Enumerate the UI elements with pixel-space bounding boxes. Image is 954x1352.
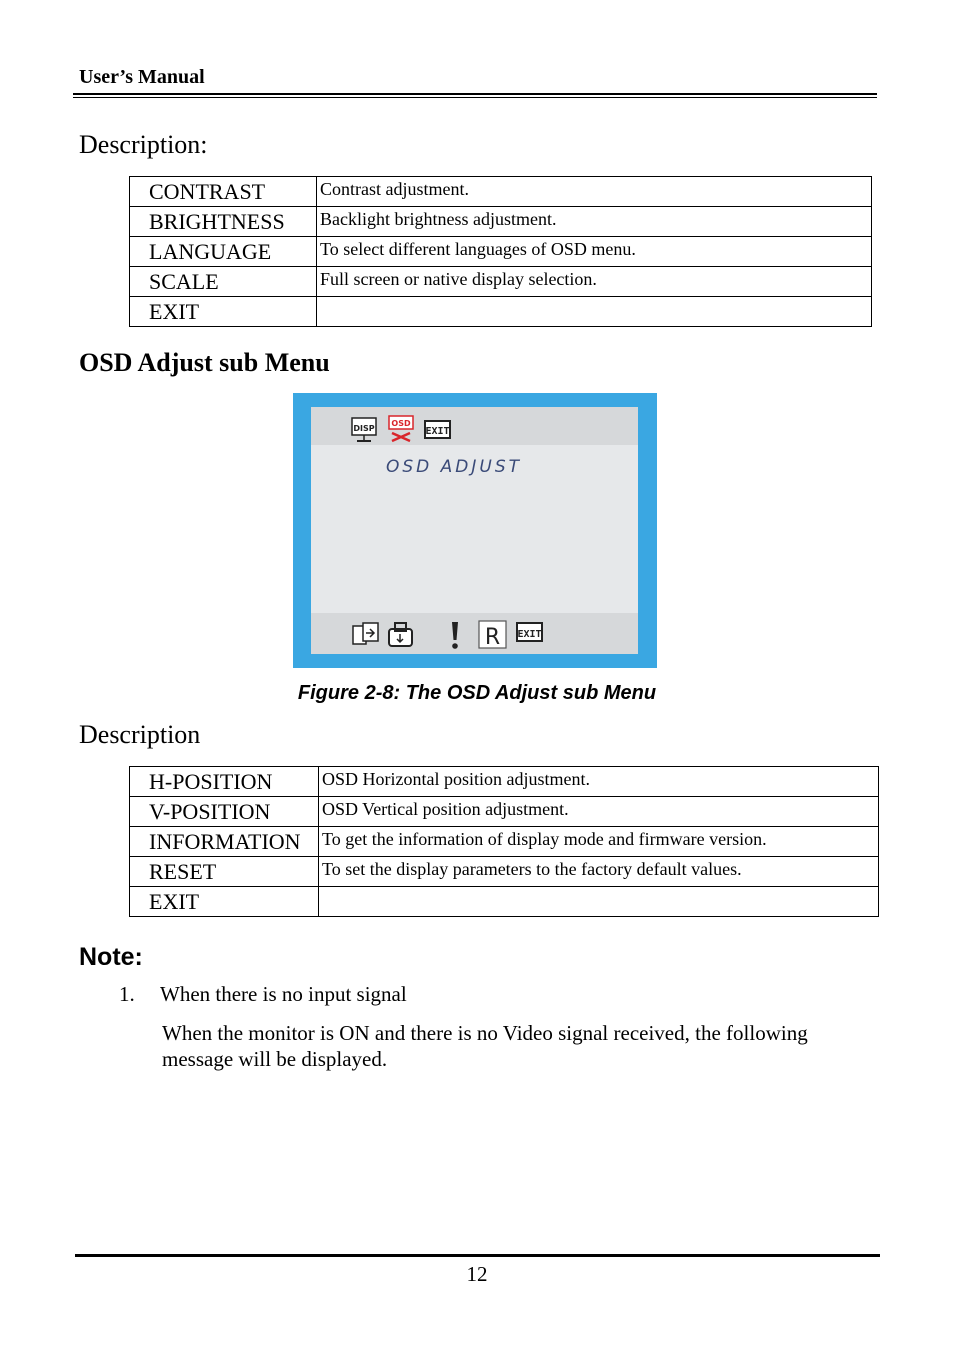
menu-item-name: LANGUAGE <box>130 237 317 267</box>
exit-icon <box>424 420 452 440</box>
menu-item-name: CONTRAST <box>130 177 317 207</box>
h-position-icon <box>352 622 380 648</box>
note-list-item <box>119 982 407 1007</box>
description-heading-2: Description <box>79 720 201 749</box>
menu-item-name: V-POSITION <box>130 797 319 827</box>
exit-icon-label: EXIT <box>517 629 542 640</box>
header-rule <box>73 93 877 95</box>
osd-adjust-screenshot <box>293 393 657 668</box>
table-row <box>130 297 872 327</box>
reset-icon-label: R <box>484 625 501 650</box>
display-icon <box>351 417 379 443</box>
menu-item-description: To set the display parameters to the factory default values. <box>319 857 879 887</box>
table-row <box>130 797 879 827</box>
menu-item-name: INFORMATION <box>130 827 319 857</box>
osd-adjust-description-table <box>129 766 879 917</box>
menu-item-description: OSD Horizontal position adjustment. <box>319 767 879 797</box>
osd-screen <box>311 407 638 654</box>
note-heading: Note: <box>79 943 143 971</box>
osd-adjust-heading: OSD Adjust sub Menu <box>79 348 330 377</box>
menu-item-description: Backlight brightness adjustment. <box>317 207 872 237</box>
table-row <box>130 237 872 267</box>
menu-item-description: Full screen or native display selection. <box>317 267 872 297</box>
table-row <box>130 887 879 917</box>
table-row <box>130 857 879 887</box>
menu-item-name: EXIT <box>130 297 317 327</box>
menu-item-name: H-POSITION <box>130 767 319 797</box>
table-row <box>130 827 879 857</box>
table-row <box>130 207 872 237</box>
menu-item-description <box>317 297 872 327</box>
menu-item-description <box>319 887 879 917</box>
display-icon-label: DISP <box>353 424 375 433</box>
menu-item-name: BRIGHTNESS <box>130 207 317 237</box>
header-rule-thin <box>73 97 877 98</box>
page-number: 12 <box>466 1262 488 1286</box>
menu-item-name: RESET <box>130 857 319 887</box>
v-position-icon <box>387 621 415 649</box>
manual-header-title: User’s Manual <box>79 66 205 88</box>
table-row <box>130 767 879 797</box>
menu-item-description: To get the information of display mode and firmware version. <box>319 827 879 857</box>
description-heading: Description: <box>79 130 208 159</box>
table-row <box>130 177 872 207</box>
information-icon <box>449 620 461 650</box>
reset-icon <box>478 620 508 650</box>
osd-menu-title: OSD ADJUST <box>386 457 523 477</box>
osd-icon <box>388 415 416 443</box>
exit-icon <box>516 622 544 644</box>
figure-caption: Figure 2-8: The OSD Adjust sub Menu <box>297 682 657 704</box>
note-item-number: 1. <box>119 982 135 1006</box>
note-item-title: When there is no input signal <box>160 982 407 1006</box>
footer-rule <box>75 1254 880 1257</box>
menu-item-description: Contrast adjustment. <box>317 177 872 207</box>
table-row <box>130 267 872 297</box>
osd-icon-label: OSD <box>391 419 411 428</box>
menu-item-name: EXIT <box>130 887 319 917</box>
menu-item-description: OSD Vertical position adjustment. <box>319 797 879 827</box>
menu-item-name: SCALE <box>130 267 317 297</box>
main-menu-description-table <box>129 176 872 327</box>
note-item-body: When the monitor is ON and there is no Video signal received, the following message will be displayed. <box>162 1021 808 1071</box>
exit-icon-label: EXIT <box>425 426 450 437</box>
menu-item-description: To select different languages of OSD menu. <box>317 237 872 267</box>
